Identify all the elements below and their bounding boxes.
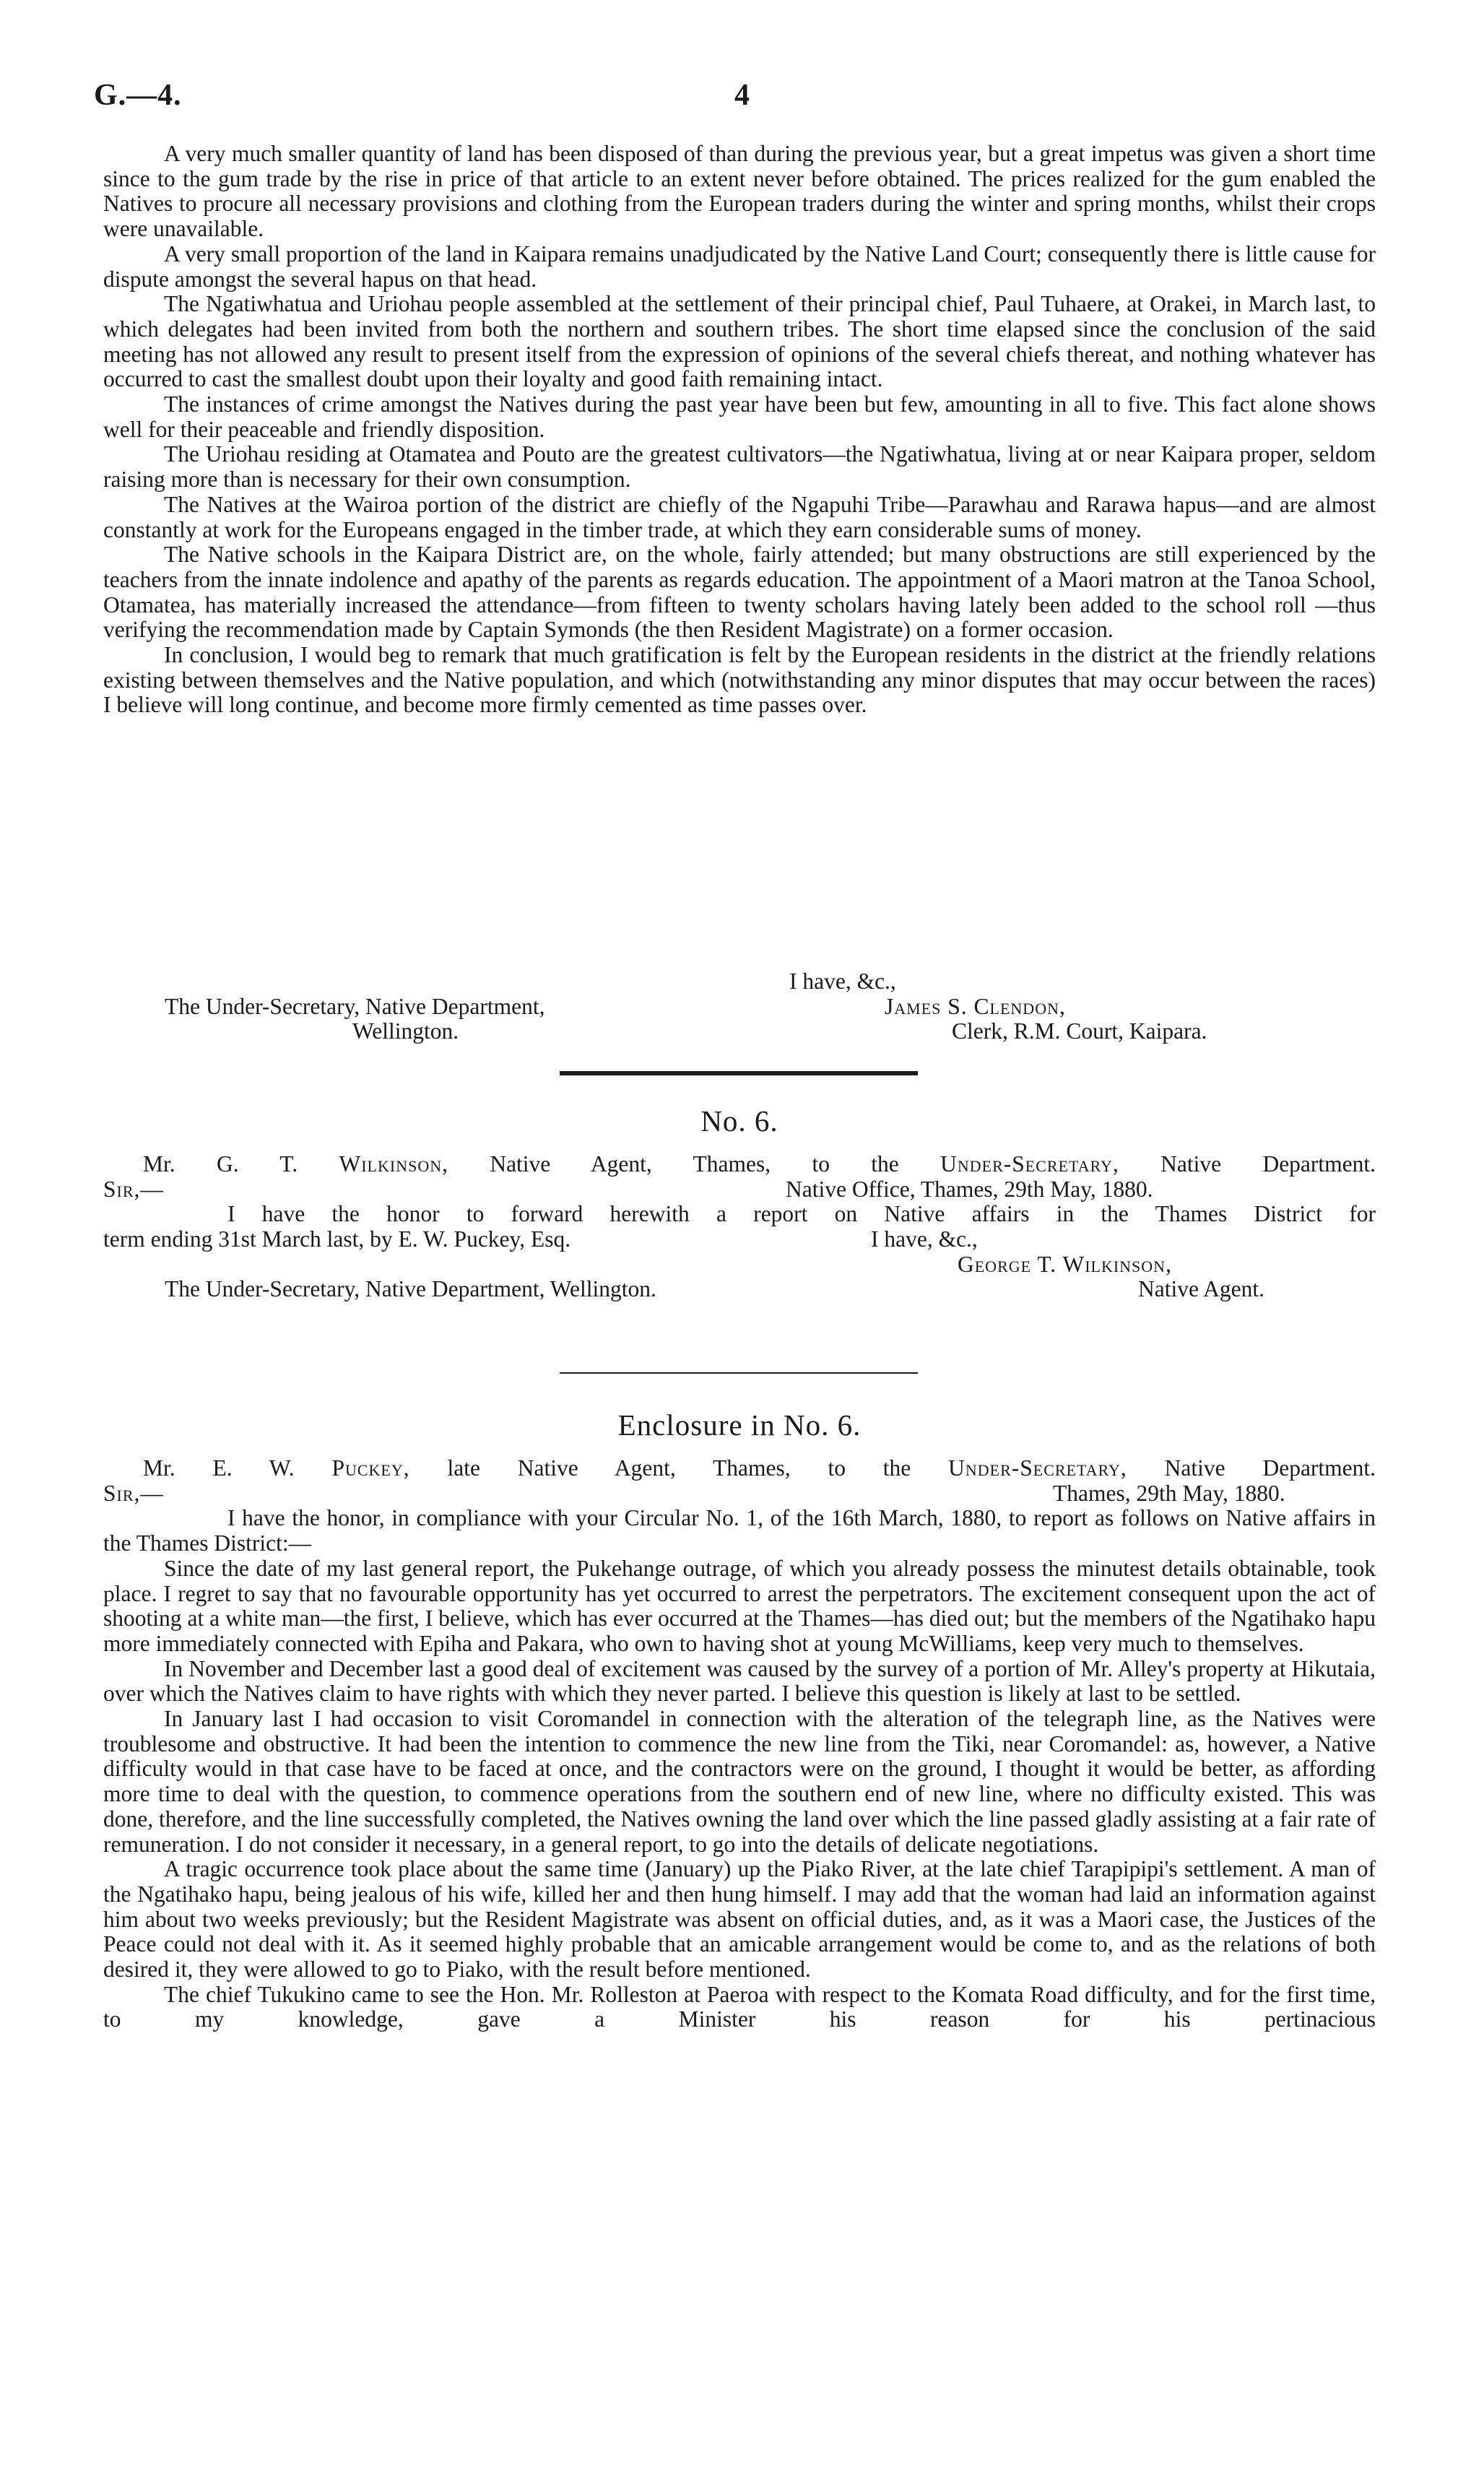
paragraph: The Ngatiwhatua and Uriohau people assembled at the settlement of their principal chief, Paul Tuhaere, at Orakei, in March last, to which delegates had been invited from both the northern and southern tribes. The short time elapsed since the conclusion of the said meeting has not allowed any result to present itself from the expression of opinions of the several chiefs thereat, and nothing whatever has occurred to cast the smallest doubt upon their loyalty and good faith remaining intact. — [103, 291, 1376, 392]
paragraph: A tragic occurrence took place about the same time (January) up the Piako River, at the late chief Tarapipipi's settlement. A man of the Ngatihako hapu, being jealous of his wife, killed her and then hung himself. I may add that the woman had laid an information against him about two weeks previously; but the Resident Magistrate was absent on official duties, and, as it was a Maori case, the Justices of the Peace could not deal with it. As it seemed highly probable that an amicable arrangement would be come to, and as the relations of both desired it, they were allowed to go to Piako, with the result before mentioned. — [103, 1856, 1376, 1983]
section-divider — [560, 1372, 918, 1374]
closing-line: I have, &c., — [871, 1226, 978, 1252]
signer-title: Clerk, R.M. Court, Kaipara. — [952, 1018, 1207, 1044]
dateline: Native Office, Thames, 29th May, 1880. — [786, 1176, 1153, 1202]
signer-name: James S. Clendon, — [885, 993, 1066, 1019]
addressee-line: The Under-Secretary, Native Department, Wellington. — [165, 1276, 656, 1302]
body-line: I have the honor to forward herewith a report on Native affairs in the Thames District for — [227, 1201, 1376, 1227]
salutation: Sir,— — [103, 1480, 164, 1506]
to-department: Native Department. — [1164, 1455, 1376, 1481]
paragraph: A very much smaller quantity of land has been disposed of than during the previous year, but a great impetus was given a short time since to the gum trade by the rise in price of that article to an extent never before obtained. The prices realized for the gum enabled the Natives to procure all necessary provisions and clothing from the European traders during the winter and spring months, whilst their crops were unavailable. — [103, 141, 1376, 242]
section-divider — [560, 1071, 918, 1075]
to-department: Native Department. — [1160, 1151, 1376, 1177]
body-line: term ending 31st March last, by E. W. Puckey, Esq. — [103, 1226, 571, 1252]
paragraph: The instances of crime amongst the Natives during the past year have been but few, amounting in all to five. This fact alone shows well for their peaceable and friendly disposition. — [103, 391, 1376, 442]
from-prefix: Mr. G. T. — [143, 1151, 298, 1177]
paragraph: The chief Tukukino came to see the Hon. Mr. Rolleston at Paeroa with respect to the Komata Road difficulty, and for the first time, to my knowledge, gave a Minister his reason for his pertinacious — [103, 1981, 1376, 2032]
paragraph: I have the honor, in compliance with your Circular No. 1, of the 16th March, 1880, to report as follows on Native affairs in the Thames District:— — [103, 1505, 1376, 1556]
from-mid: late Native Agent, Thames, to the — [447, 1455, 911, 1481]
paragraph: The Native schools in the Kaipara District are, on the whole, fairly attended; but many obstructions are still experienced by the teachers from the innate indolence and apathy of the parents as regards education. The appointment of a Maori matron at the Tanoa School, Otamatea, has materially increased the attendance—from fifteen to twenty scholars having lately been added to the school roll —thus verifying the recommendation made by Captain Symonds (the then Resident Magistrate) on a former occasion. — [103, 542, 1376, 643]
letter-heading — [103, 1152, 1376, 1177]
to-title: Under-Secretary, — [940, 1151, 1119, 1177]
page-number: 4 — [734, 79, 750, 112]
paragraph: Since the date of my last general report, the Pukehange outrage, of which you already possess the minutest details obtainable, took place. I regret to say that no favourable opportunity has yet occurred to arrest the perpetrators. The excitement consequent upon the act of shooting at a white man—the first, I believe, which has ever occurred at the Thames—has died out; but the members of the Ngatihako hapu more immediately connected with Epiha and Pakara, who own to having shot at young McWilliams, keep very much to themselves. — [103, 1555, 1376, 1656]
addressee-line: The Under-Secretary, Native Department, — [165, 993, 545, 1019]
enclosure-title: Enclosure in No. 6. — [617, 1408, 862, 1442]
to-title: Under-Secretary, — [948, 1455, 1127, 1481]
enclosure-no-6 — [103, 1407, 1376, 2032]
paragraph: In November and December last a good deal of excitement was caused by the survey of a portion of Mr. Alley's property at Hikutaia, over which the Natives claim to have rights with which they never parted. I believe this question is likely at last to be settled. — [103, 1655, 1376, 1707]
letter-title: No. 6. — [700, 1104, 778, 1138]
paragraph: The Uriohau residing at Otamatea and Pouto are the greatest cultivators—the Ngatiwhatua, living at or near Kaipara proper, seldom raising more than is necessary for their own consumption. — [103, 441, 1376, 493]
paragraph: A very small proportion of the land in Kaipara remains unadjudicated by the Native Land Court; consequently there is little cause for dispute amongst the several hapus on that head. — [103, 241, 1376, 292]
from-mid: Native Agent, Thames, to the — [490, 1151, 899, 1177]
closing-line: I have, &c., — [789, 969, 896, 994]
signer-title: Native Agent. — [1138, 1276, 1264, 1302]
salutation: Sir,— — [103, 1176, 164, 1202]
kaipara-report-continuation — [103, 142, 1376, 718]
from-name: Wilkinson, — [339, 1151, 448, 1177]
paragraph: In January last I had occasion to visit Coromandel in connection with the alteration of the telegraph line, as the Natives were troublesome and obstructive. It had been the intention to commence the new line from the Tiki, near Coromandel: as, however, a Native difficulty would in that case have to be faced at once, and the contractors were on the ground, I thought it would be better, as affording more time to deal with the question, to commence operations from the southern end of new line, where no difficulty existed. This was done, therefore, and the line successfully completed, the Natives owning the land over which the line passed gladly assisting at a fair rate of remuneration. I do not consider it necessary, in a general report, to go into the details of delicate negotiations. — [103, 1706, 1376, 1857]
paragraph: The Natives at the Wairoa portion of the district are chiefly of the Ngapuhi Tribe—Parawhau and Rarawa hapus—and are almost constantly at work for the Europeans engaged in the timber trade, at which they earn considerable sums of money. — [103, 491, 1376, 542]
page-header — [94, 78, 1390, 121]
addressee-line: Wellington. — [352, 1018, 459, 1044]
dateline: Thames, 29th May, 1880. — [1053, 1480, 1285, 1506]
kaipara-signature-block — [103, 969, 1376, 1044]
paragraph: In conclusion, I would beg to remark that much gratification is felt by the European residents in the district at the friendly relations existing between themselves and the Native population, and which (notwithstanding any minor disputes that may occur between the races) I believe will long continue, and become more firmly cemented as time passes over. — [103, 642, 1376, 718]
enclosure-heading — [103, 1456, 1376, 1481]
from-name: Puckey, — [331, 1455, 410, 1481]
signer-name: George T. Wilkinson, — [958, 1251, 1172, 1277]
letter-no-6 — [103, 1103, 1376, 1302]
document-code: G.—4. — [94, 79, 182, 112]
from-prefix: Mr. E. W. — [143, 1455, 295, 1481]
